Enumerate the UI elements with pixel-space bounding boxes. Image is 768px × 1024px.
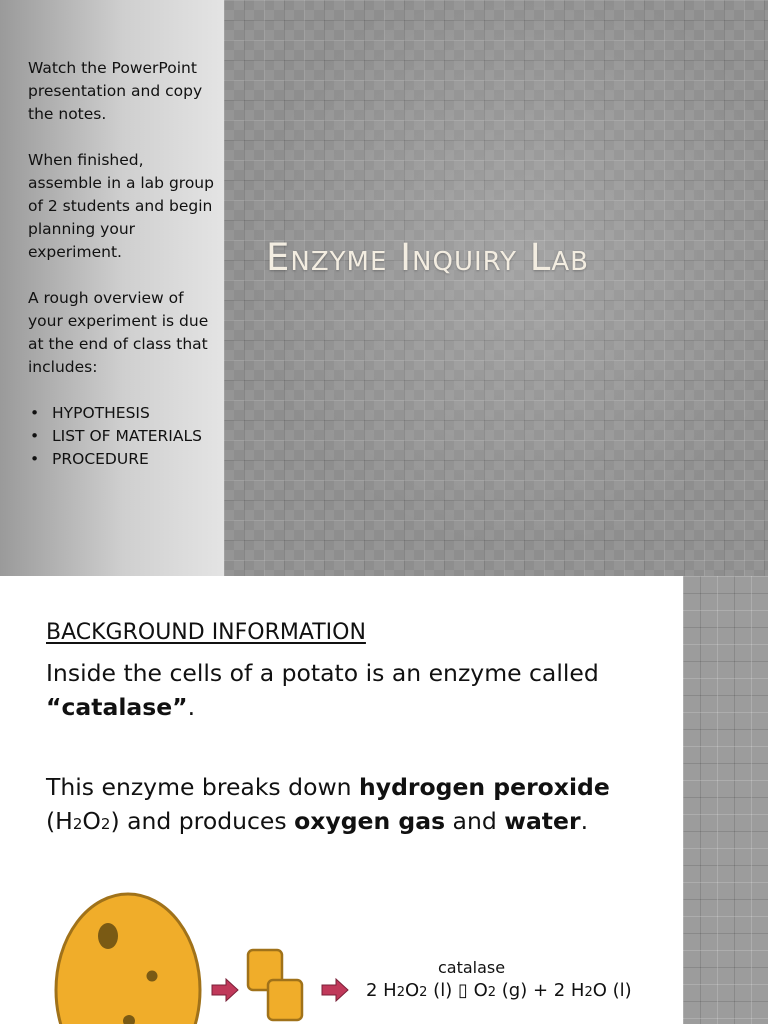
equation-part: O [405,980,420,1001]
paragraph-reaction [46,770,666,841]
subscript: 2 [100,815,111,833]
list-item-label: LIST OF MATERIALS [52,427,202,445]
equation-part: (g) + 2 H [496,980,585,1001]
text-run: . [187,693,196,721]
instruction-1: Watch the PowerPoint presentation and copy the notes. [28,59,203,123]
equation-subscript: 2 [584,985,593,1000]
bullet-icon: • [30,427,40,445]
text-run: . [580,807,589,835]
equation-subscript: 2 [419,985,428,1000]
text-run: (H [46,807,73,835]
arrow-right-icon [322,979,348,1001]
list-item [28,425,214,448]
text-run: O [82,807,101,835]
bold-term: oxygen gas [294,807,446,835]
text-run: and [445,807,505,835]
list-item-label: HYPOTHESIS [52,404,150,422]
subscript: 2 [72,815,83,833]
text-run: Inside the cells of a potato is an enzyme called [46,659,599,687]
paragraph-catalase [46,656,666,724]
chemical-equation [366,980,632,1001]
arrow-right-icon [212,979,238,1001]
bullet-icon: • [30,450,40,468]
potato-icon [40,876,210,1024]
instruction-3: A rough overview of your experiment is due at the end of class that includes: [28,289,209,376]
instruction-2: When finished, assemble in a lab group of 2 students and begin planning your experiment. [28,151,214,261]
slide-background-information [0,576,768,1024]
equation-part: O (l) [592,980,632,1001]
bold-term: hydrogen peroxide [359,773,610,801]
instructions-text [28,57,214,471]
section-heading: BACKGROUND INFORMATION [46,620,366,645]
bold-term: water [504,807,581,835]
text-run: ) and produces [110,807,295,835]
bullet-icon: • [30,404,40,422]
slide-title: Enzyme Inquiry Lab [266,236,589,279]
equation-subscript: 2 [396,985,405,1000]
title-panel [224,0,768,576]
list-item [28,402,214,425]
potato-cubes-icon [206,946,356,1024]
equation-subscript: 2 [487,985,497,1000]
requirements-list [28,402,214,471]
list-item [28,448,214,471]
text-run: This enzyme breaks down [46,773,360,801]
equation-part: 2 H [366,980,397,1001]
list-item-label: PROCEDURE [52,450,149,468]
equation-part: (l) ▯ O [427,980,488,1001]
equation-catalyst-label: catalase [438,958,506,977]
decorative-strip [683,576,768,1024]
bold-term: “catalase” [46,693,188,721]
